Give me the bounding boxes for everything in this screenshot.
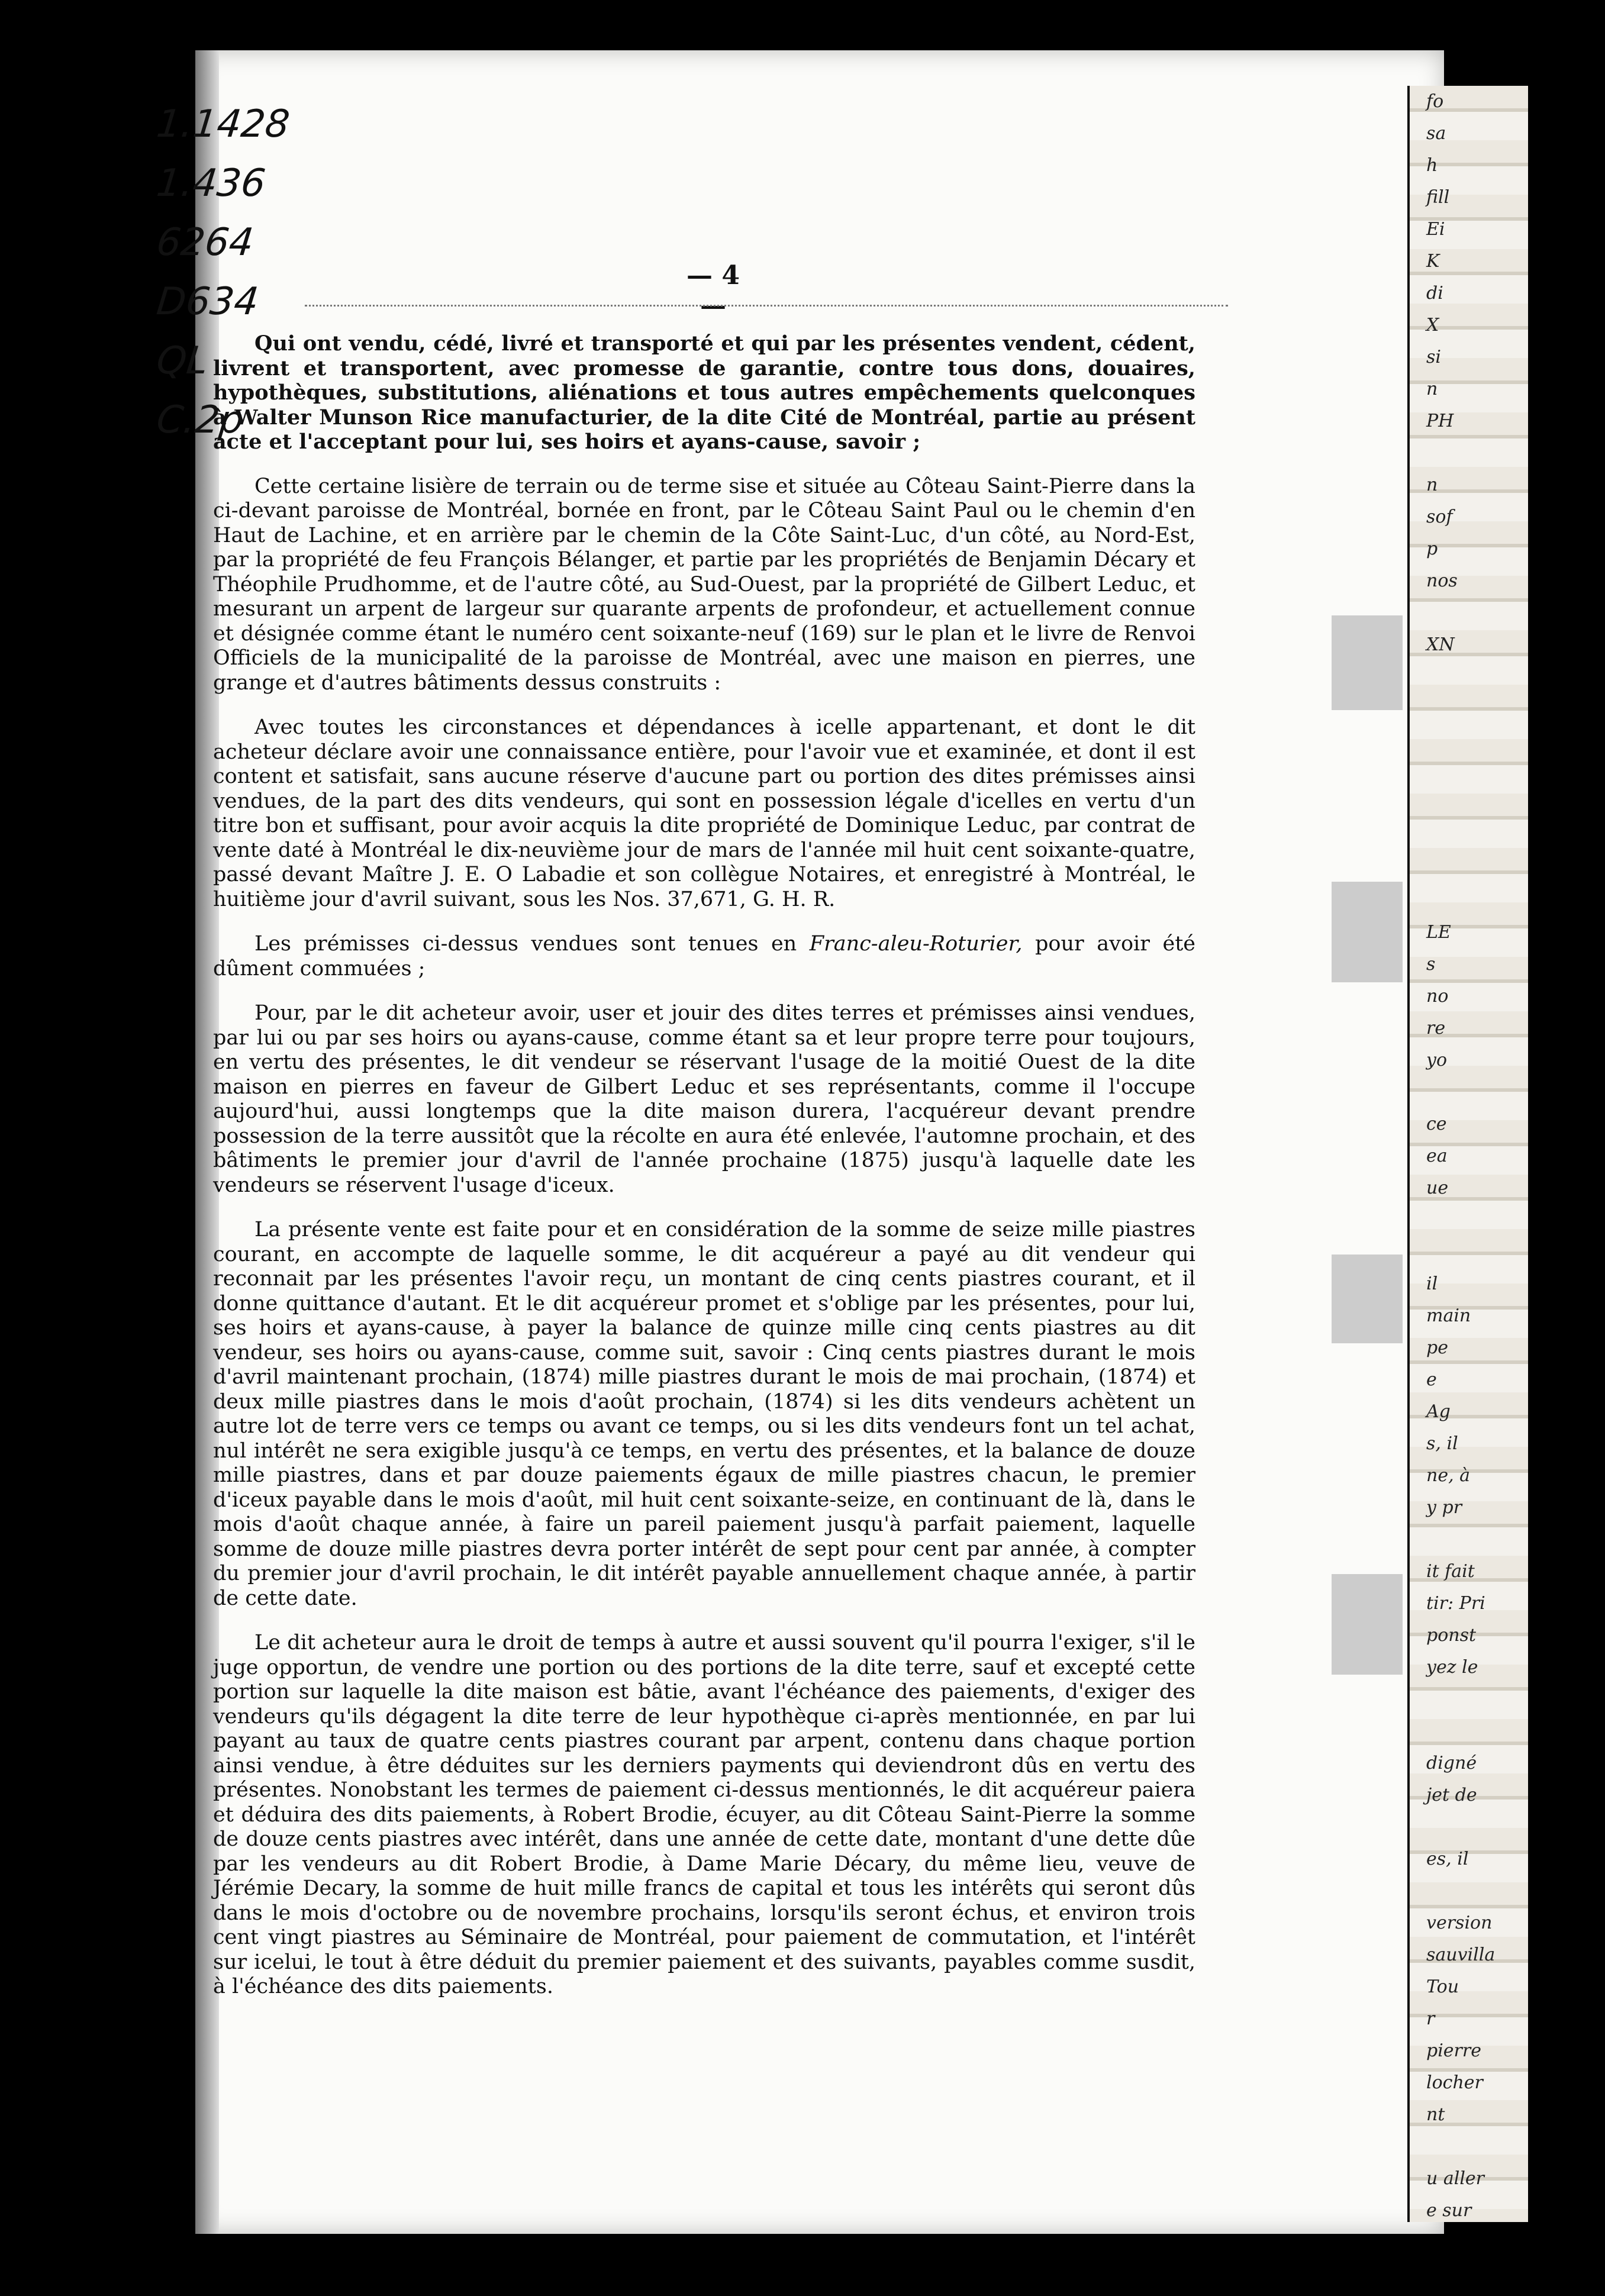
margin-note: 1.436	[154, 162, 268, 205]
index-tab	[1332, 615, 1403, 710]
paragraph-property-description: Cette certaine lisière de terrain ou de terme sise et située au Côteau Saint-Pierre dans la ci-devant paroisse de Montréal, bornée en front, par le Côteau Saint Paul ou le chemin d'en Haut de Lachine, et en arrière par le chemin de la Côte Saint-Luc, d'un côté, au Nord-Est, par la propriété de feu François Bélanger, et partie par les propriétés de Benjamin Décary et Théophile Prudhomme, et de l'autre côté, au Sud-Ouest, par la propriété de Gilbert Leduc, et mesurant un arpent de largeur sur quarante arpents de profondeur, et actuellement connue et désignée comme étant le numéro cent soixante-neuf (169) sur le plan et le livre de Renvoi Officiels de la municipalité de la paroisse de Montréal, avec une maison en pierres, une grange et d'autres bâtiments dessus construits :	[213, 474, 1195, 695]
index-tab	[1332, 1574, 1403, 1675]
paragraph-possession: Pour, par le dit acheteur avoir, user et jouir des dites terres et prémisses ainsi vendues, par lui ou par ses hoirs ou ayans-cause, comme étant sa et leur propre terre pour toujours, en vertu des présentes, le dit vendeur se réservant l'usage de la moitié Ouest de la dite maison en pierres en faveur de Gilbert Leduc et ses représentants, comme il l'occupe aujourd'hui, aussi longtemps que la dite maison durera, l'acquéreur devant prendre possession de la terre aussitôt que la récolte en aura été enlevée, l'automne prochain, et des bâtiments le premier jour d'avril de l'année prochaine (1875) jusqu'à laquelle date les vendeurs se réservent l'usage d'iceux.	[213, 1001, 1195, 1197]
adjacent-page-strip	[1407, 86, 1528, 2222]
page-folio: — 4 —	[687, 260, 740, 321]
index-tab	[1332, 882, 1403, 982]
margin-note: 1.1428	[154, 102, 292, 146]
paragraph-price-payment: La présente vente est faite pour et en considération de la somme de seize mille piastres courant, en accompte de laquelle somme, le dit acquéreur a payé au dit vendeur qui reconnait par les présentes l'avoir reçu, un montant de cinq cents piastres courant, et il donne quittance d'autant. Et le dit acquéreur promet et s'oblige par les présentes, pour lui, ses hoirs et ayans-cause, à payer la balance de quinze mille cinq cents piastres au dit vendeur, ses hoirs ou ayans-cause, comme suit, savoir : Cinq cents piastres durant le mois d'avril maintenant prochain, (1874) mille piastres durant le mois de mai prochain, (1874) et deux mille piastres dans le mois d'août prochain, (1874) si les dits vendeurs achètent un autre lot de terre vers ce temps ou avant ce temps, ou si les dits vendeurs font un tel achat, nul intérêt ne sera exigible jusqu'à ce temps, en vertu des présentes, et la balance de douze mille piastres, dans et par douze paiements égaux de mille piastres chacun, le premier d'iceux payable dans le mois d'août, mil huit cent soixante-seize, en continuant de là, dans le mois d'août chaque année, à faire un pareil paiement jusqu'à parfait paiement, laquelle somme de douze mille piastres devra porter intérêt de sept pour cent par année, à compter du premier jour d'avril prochain, le dit intérêt payable annuellement chaque année, à partir de cette date.	[213, 1218, 1195, 1610]
index-tab	[1332, 1255, 1403, 1343]
paragraph-right-to-sell: Le dit acheteur aura le droit de temps à autre et aussi souvent qu'il pourra l'exiger, s'il le juge opportun, de vendre une portion ou des portions de la dite terre, sauf et excepté cette portion sur laquelle la dite maison est bâtie, avant l'échéance des paiements, d'exiger des vendeurs qu'ils dégagent la dite terre de leur hypothèque ci-après mentionnée, en par lui payant au taux de quatre cents piastres courant par arpent, contenu dans chaque portion ainsi vendue, à être déduites sur les derniers payments qui deviendront dûs en vertu des présentes. Nonobstant les termes de paiement ci-dessus mentionnés, le dit acquéreur paiera et déduira des dits paiements, à Robert Brodie, écuyer, au dit Côteau Saint-Pierre la somme de douze cents piastres avec intérêt, dans une année de cette date, montant d'une dette dûe par les vendeurs au dit Robert Brodie, à Dame Marie Décary, du même lieu, veuve de Jérémie Decary, la somme de huit mille francs de capital et tous les intérêts qui seront dûs dans le mois d'octobre ou de novembre prochains, lorsqu'ils seront échus, et environ trois cent vingt piastres au Séminaire de Montréal, pour paiement de commutation, et l'intérêt sur icelui, le tout à être déduit du premier paiement et des suivants, payables comme susdit, à l'échéance des dits paiements.	[213, 1631, 1195, 1998]
paragraph-sale-clause: Qui ont vendu, cédé, livré et transporté et qui par les présentes vendent, cédent, livrent et transportent, avec promesse de garantie, contre tous dons, douaires, hypothèques, substitutions, aliénations et tous autres empêchements quelconques à Walter Munson Rice manufacturier, de la dite Cité de Montréal, partie au présent acte et l'acceptant pour lui, ses hoirs et ayans-cause, savoir ;	[213, 331, 1195, 454]
paragraph-tenure	[213, 932, 1195, 981]
tenure-text: Les prémisses ci-dessus vendues sont tenues en	[254, 932, 797, 956]
margin-note: D634	[154, 280, 261, 324]
paragraph-title-origin: Avec toutes les circonstances et dépendances à icelle appartenant, et dont le dit acheteur déclare avoir une connaissance entière, pour l'avoir vue et examinée, et dont il est content et satisfait, sans aucune réserve d'aucune part ou portion des dites prémisses ainsi vendues, de la part des dits vendeurs, qui sont en possession légale d'icelles en vertu d'un titre bon et suffisant, pour avoir acquis la dite propriété de Dominique Leduc, par contrat de vente daté à Montréal le dix-neuvième jour de mars de l'année mil huit cent soixante-quatre, passé devant Maître J. E. O Labadie et son collègue Notaires, et enregistré à Montréal, le huitième jour d'avril suivant, sous les Nos. 37,671, G. H. R.	[213, 715, 1195, 911]
tenure-tail: pour avoir été dûment commuées ;	[213, 932, 1195, 981]
document-body	[213, 331, 1195, 2020]
header-rule	[305, 305, 1228, 307]
margin-note: 6264	[154, 221, 256, 265]
tenure-italic: Franc-aleu-Roturier,	[809, 932, 1023, 956]
adjacent-page-text: fo sa h fill Ei K di X si n PH n sof p nos XN LE s no re yo ce ea ue il main pe e Ag s, il ne, à y pr it fait tir: Pri ponst yez le digné jet de es, il version sauvilla Tou r pierre locher nt u aller e sur	[1426, 91, 1496, 2221]
margin-note: C.2p	[154, 398, 246, 442]
margin-note: QL	[154, 339, 210, 383]
